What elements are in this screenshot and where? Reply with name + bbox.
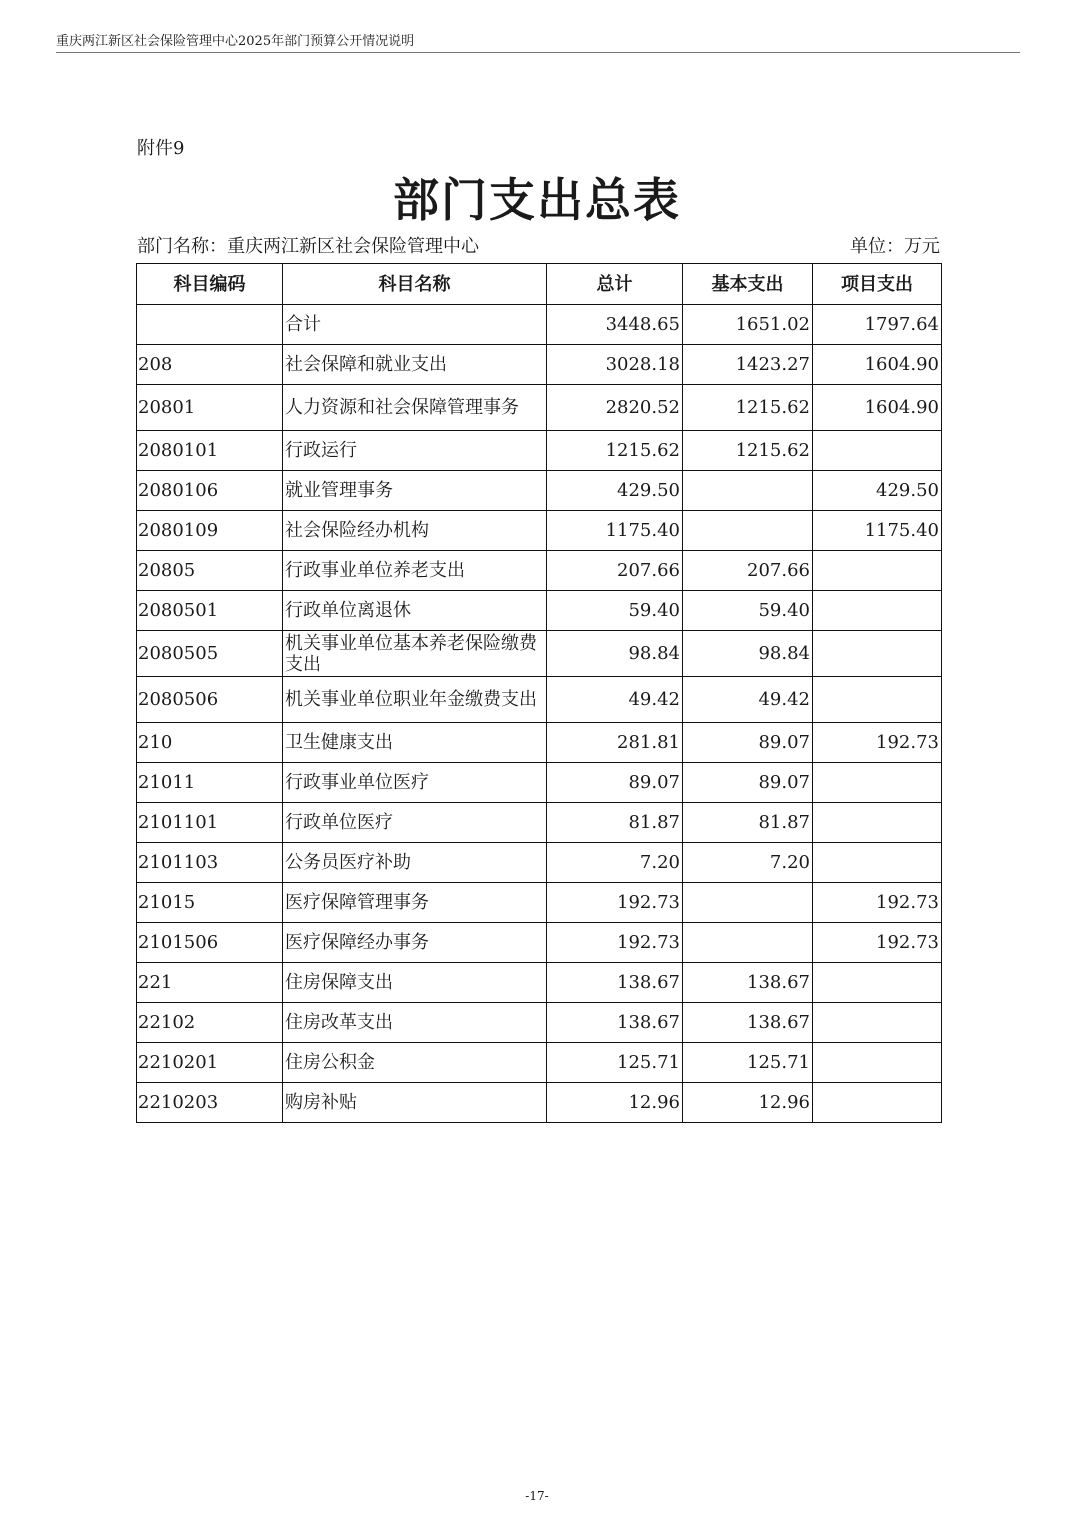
cell-project (813, 1003, 942, 1043)
cell-project (813, 631, 942, 677)
cell-project: 1175.40 (813, 511, 942, 551)
cell-total: 192.73 (547, 883, 683, 923)
cell-code: 22102 (137, 1003, 283, 1043)
table-body (137, 305, 942, 1123)
cell-total: 98.84 (547, 631, 683, 677)
cell-basic: 138.67 (683, 963, 813, 1003)
cell-basic: 1651.02 (683, 305, 813, 345)
cell-basic (683, 511, 813, 551)
cell-name: 机关事业单位基本养老保险缴费支出 (283, 631, 547, 677)
header-name: 科目名称 (283, 264, 547, 305)
table-row (137, 923, 942, 963)
cell-code: 21015 (137, 883, 283, 923)
cell-total: 429.50 (547, 471, 683, 511)
unit-label: 单位：万元 (850, 236, 940, 257)
cell-total: 138.67 (547, 963, 683, 1003)
cell-total: 2820.52 (547, 385, 683, 431)
cell-project: 192.73 (813, 923, 942, 963)
table-row (137, 305, 942, 345)
cell-name: 合计 (283, 305, 547, 345)
cell-code: 20805 (137, 551, 283, 591)
cell-basic: 125.71 (683, 1043, 813, 1083)
cell-project: 1604.90 (813, 345, 942, 385)
cell-name: 卫生健康支出 (283, 723, 547, 763)
table-row (137, 1043, 942, 1083)
cell-name: 住房保障支出 (283, 963, 547, 1003)
cell-project (813, 803, 942, 843)
cell-code: 2080109 (137, 511, 283, 551)
cell-name: 社会保险经办机构 (283, 511, 547, 551)
cell-basic (683, 923, 813, 963)
cell-total: 1175.40 (547, 511, 683, 551)
expenditure-table (136, 263, 942, 1123)
table-row (137, 471, 942, 511)
cell-code: 2080505 (137, 631, 283, 677)
cell-name: 行政运行 (283, 431, 547, 471)
cell-project: 429.50 (813, 471, 942, 511)
cell-code: 208 (137, 345, 283, 385)
cell-total: 3448.65 (547, 305, 683, 345)
cell-code: 2080506 (137, 677, 283, 723)
cell-project: 1604.90 (813, 385, 942, 431)
cell-project (813, 1043, 942, 1083)
cell-total: 3028.18 (547, 345, 683, 385)
header-total: 总计 (547, 264, 683, 305)
cell-name: 住房改革支出 (283, 1003, 547, 1043)
table-meta (137, 232, 940, 258)
cell-name: 行政事业单位养老支出 (283, 551, 547, 591)
cell-total: 125.71 (547, 1043, 683, 1083)
cell-total: 7.20 (547, 843, 683, 883)
cell-code: 2210201 (137, 1043, 283, 1083)
table-row (137, 551, 942, 591)
cell-name: 公务员医疗补助 (283, 843, 547, 883)
cell-total: 89.07 (547, 763, 683, 803)
cell-code: 2101506 (137, 923, 283, 963)
cell-total: 81.87 (547, 803, 683, 843)
cell-name: 医疗保障管理事务 (283, 883, 547, 923)
cell-code: 20801 (137, 385, 283, 431)
cell-basic: 138.67 (683, 1003, 813, 1043)
cell-basic (683, 883, 813, 923)
cell-name: 医疗保障经办事务 (283, 923, 547, 963)
header-code: 科目编码 (137, 264, 283, 305)
cell-total: 281.81 (547, 723, 683, 763)
cell-project (813, 843, 942, 883)
cell-code (137, 305, 283, 345)
table-row (137, 803, 942, 843)
cell-code: 2080101 (137, 431, 283, 471)
cell-name: 行政事业单位医疗 (283, 763, 547, 803)
page-number: -17- (525, 1489, 549, 1503)
cell-project (813, 1083, 942, 1123)
table-row (137, 883, 942, 923)
cell-code: 21011 (137, 763, 283, 803)
cell-project: 1797.64 (813, 305, 942, 345)
header-project: 项目支出 (813, 264, 942, 305)
cell-name: 购房补贴 (283, 1083, 547, 1123)
cell-total: 1215.62 (547, 431, 683, 471)
cell-code: 210 (137, 723, 283, 763)
cell-name: 就业管理事务 (283, 471, 547, 511)
cell-project (813, 551, 942, 591)
table-row (137, 1083, 942, 1123)
cell-basic: 1423.27 (683, 345, 813, 385)
cell-name: 人力资源和社会保障管理事务 (283, 385, 547, 431)
table-row (137, 631, 942, 677)
running-header: 重庆两江新区社会保险管理中心2025年部门预算公开情况说明 (56, 34, 415, 49)
cell-basic: 98.84 (683, 631, 813, 677)
cell-total: 49.42 (547, 677, 683, 723)
table-row (137, 723, 942, 763)
cell-project: 192.73 (813, 723, 942, 763)
cell-total: 12.96 (547, 1083, 683, 1123)
cell-code: 2080501 (137, 591, 283, 631)
cell-project (813, 963, 942, 1003)
table-row (137, 385, 942, 431)
cell-basic (683, 471, 813, 511)
cell-project: 192.73 (813, 883, 942, 923)
cell-total: 207.66 (547, 551, 683, 591)
cell-code: 221 (137, 963, 283, 1003)
cell-basic: 7.20 (683, 843, 813, 883)
table-row (137, 963, 942, 1003)
cell-name: 机关事业单位职业年金缴费支出 (283, 677, 547, 723)
cell-code: 2080106 (137, 471, 283, 511)
cell-basic: 1215.62 (683, 431, 813, 471)
header-basic: 基本支出 (683, 264, 813, 305)
cell-basic: 207.66 (683, 551, 813, 591)
cell-total: 138.67 (547, 1003, 683, 1043)
page-title: 部门支出总表 (393, 173, 681, 227)
cell-total: 59.40 (547, 591, 683, 631)
attachment-label: 附件9 (137, 138, 185, 159)
cell-code: 2101101 (137, 803, 283, 843)
cell-name: 住房公积金 (283, 1043, 547, 1083)
table-header-row (137, 264, 942, 305)
cell-basic: 1215.62 (683, 385, 813, 431)
table-row (137, 843, 942, 883)
table-row (137, 431, 942, 471)
table-row (137, 1003, 942, 1043)
table-row (137, 511, 942, 551)
cell-project (813, 431, 942, 471)
cell-code: 2101103 (137, 843, 283, 883)
header-divider (56, 52, 1020, 53)
cell-name: 社会保障和就业支出 (283, 345, 547, 385)
cell-basic: 59.40 (683, 591, 813, 631)
cell-name: 行政单位医疗 (283, 803, 547, 843)
cell-basic: 12.96 (683, 1083, 813, 1123)
table-row (137, 345, 942, 385)
cell-project (813, 763, 942, 803)
cell-basic: 49.42 (683, 677, 813, 723)
cell-basic: 89.07 (683, 723, 813, 763)
department-name: 部门名称：重庆两江新区社会保险管理中心 (137, 236, 479, 257)
cell-name: 行政单位离退休 (283, 591, 547, 631)
cell-project (813, 677, 942, 723)
cell-basic: 89.07 (683, 763, 813, 803)
table-row (137, 763, 942, 803)
table-row (137, 677, 942, 723)
cell-total: 192.73 (547, 923, 683, 963)
cell-basic: 81.87 (683, 803, 813, 843)
table-row (137, 591, 942, 631)
cell-code: 2210203 (137, 1083, 283, 1123)
cell-project (813, 591, 942, 631)
